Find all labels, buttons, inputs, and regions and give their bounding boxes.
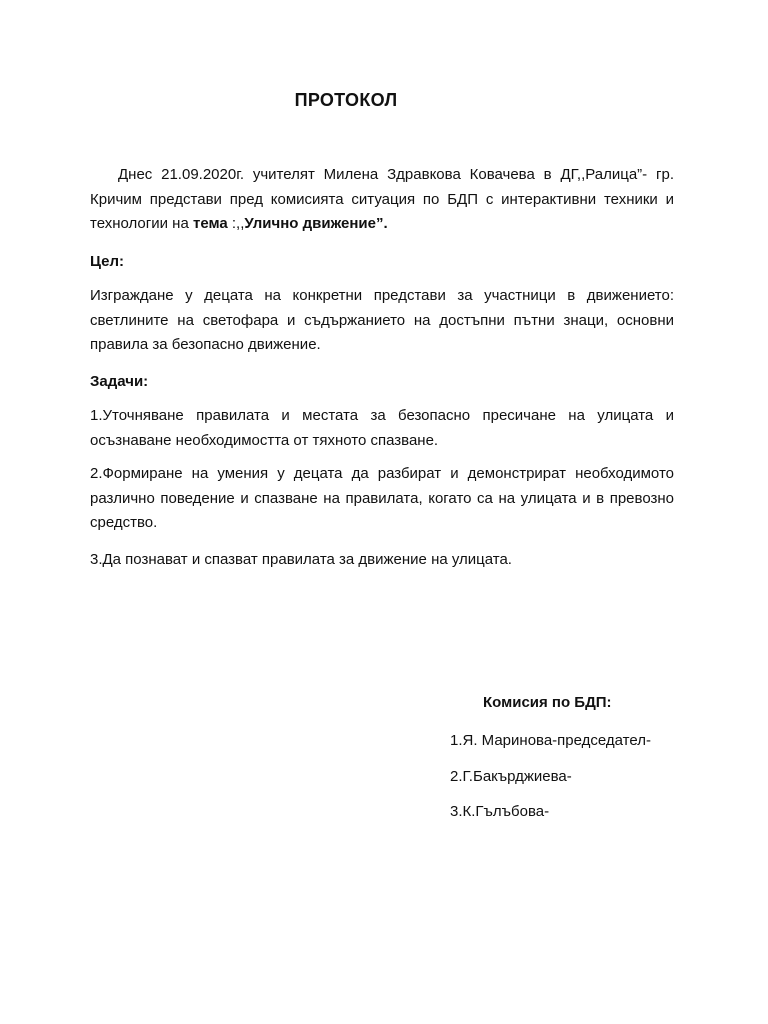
commission-member-2: 2.Г.Бакърджиева- xyxy=(450,768,572,785)
commission-member-1: 1.Я. Маринова-председател- xyxy=(450,732,651,749)
task-item-2: 2.Формиране на умения у децата да разбират и демонстрират необходимото различно поведение и спазване на правилата, когато са на улицата и в превозно средство. xyxy=(90,465,674,531)
task-item-3: 3.Да познават и спазват правилата за движение на улицата. xyxy=(90,551,512,568)
theme-value: Улично движение”. xyxy=(244,215,388,232)
commission-member-3: 3.К.Гълъбова- xyxy=(450,803,550,820)
document-title: ПРОТОКОЛ xyxy=(294,90,398,110)
theme-label: тема xyxy=(192,215,228,232)
task-item-1: 1.Уточняване правилата и местата за безопасно пресичане на улицата и осъзнаване необходимостта от тяхното спазване. xyxy=(90,407,674,449)
theme-separator: :,, xyxy=(227,215,245,232)
intro-paragraph xyxy=(90,163,674,237)
tasks-heading: Задачи: xyxy=(90,373,149,390)
goal-heading: Цел: xyxy=(90,253,125,270)
goal-paragraph: Изграждане у децата на конкретни представи за участници в движението: светлините на светофара и съдържанието на достъпни пътни знаци, основни правила за безопасно движение. xyxy=(90,287,674,353)
commission-title: Комисия по БДП: xyxy=(483,694,612,711)
intro-text: Днес 21.09.2020г. учителят Милена Здравкова Ковачева в ДГ,,Ралица”- гр. Кричим представи пред комисията ситуация по БДП с интерактивни техники и технологии на xyxy=(90,166,674,232)
